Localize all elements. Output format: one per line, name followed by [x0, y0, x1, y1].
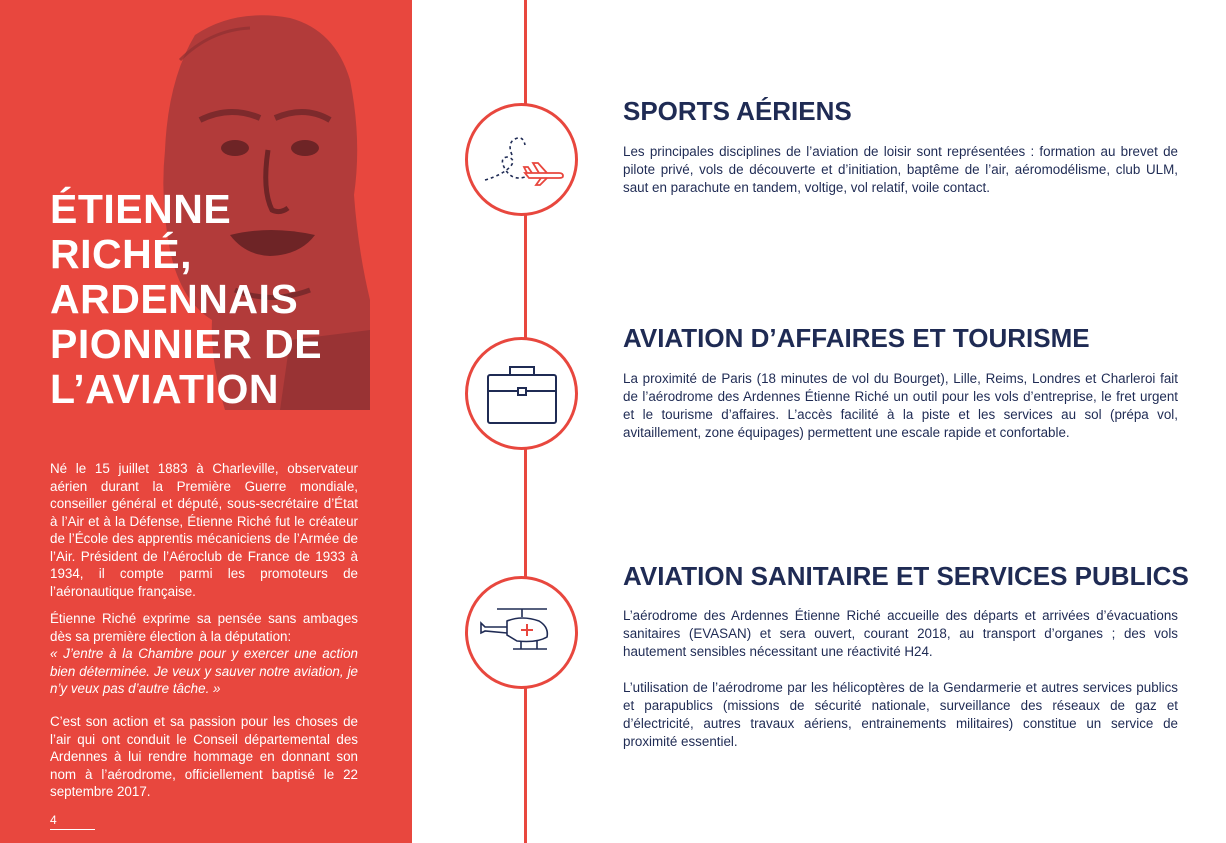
- page-number: 4: [50, 813, 95, 830]
- briefcase-icon: [482, 359, 562, 429]
- section-title-affaires: AVIATION D’AFFAIRES ET TOURISME: [623, 323, 1090, 353]
- section-icon-circle: [465, 576, 578, 689]
- section-text-sports: Les principales disciplines de l’aviation de loisir sont représentées : formation au brevet de pilote privé, vols de découverte et d’initiation, baptême de l’air, aéromodélisme, club ULM, saut en parachute en tandem, voltige, vol relatif, voile contact.: [623, 144, 1178, 195]
- bio-paragraph: [50, 610, 358, 698]
- title-line: RICHÉ,: [50, 231, 192, 277]
- section-title-sports: SPORTS AÉRIENS: [623, 96, 852, 126]
- title-line: ARDENNAIS: [50, 276, 299, 322]
- section-text-affaires: La proximité de Paris (18 minutes de vol du Bourget), Lille, Reims, Londres et Charleroi fait de l’aérodrome des Ardennes Étienne Riché un outil pour les vols d’entreprise, le fret urgent et le tourisme d’affaires. L’accès facilité à la piste et les services au sol (prépa vol, avitaillement, zone équipages) permettent une escale rapide et confortable.: [623, 371, 1178, 440]
- left-panel: [0, 0, 412, 843]
- section-text-sanitaire: L’aérodrome des Ardennes Étienne Riché accueille des départs et arrivées d’évacuations sanitaires (EVASAN) et sera ouvert, courant 2018, au transport d’organes ; des vols hautement sensibles nécessitant une réactivité H24.: [623, 608, 1178, 659]
- title-line: PIONNIER DE: [50, 321, 323, 367]
- section-title-sanitaire: AVIATION SANITAIRE ET SERVICES PUBLICS: [623, 561, 1189, 591]
- plane-flight-path-icon: [477, 125, 567, 195]
- bio-paragraph: Né le 15 juillet 1883 à Charleville, observateur aérien durant la Première Guerre mondiale, conseiller général et député, sous-secrétaire d’État à l’Air et à la Défense, Étienne Riché fut le créateur de l’École des apprentis mécaniciens de l’Armée de l’Air. Président de l’Aéroclub de France de 1933 à 1934, il compte parmi les promoteurs de l’aéronautique française.: [50, 461, 358, 599]
- main-title: [50, 187, 322, 412]
- title-line: ÉTIENNE: [50, 186, 232, 232]
- section-icon-circle: [465, 337, 578, 450]
- bio-paragraph: C’est son action et sa passion pour les choses de l’air qui ont conduit le Conseil départemental des Ardennes à lui rendre hommage en donnant son nom à l’aérodrome, officiellement baptisé le 22 septembre 2017.: [50, 714, 358, 799]
- bio-intro: Étienne Riché exprime sa pensée sans ambages dès sa première élection à la députation:: [50, 611, 358, 644]
- bio-quote: « J’entre à la Chambre pour y exercer une action bien déterminée. Je veux y sauver notre aviation, je n’y veux pas d’autre tâche. »: [50, 646, 358, 696]
- title-line: L’AVIATION: [50, 366, 279, 412]
- medical-helicopter-icon: [477, 603, 567, 663]
- section-icon-circle: [465, 103, 578, 216]
- section-text-sanitaire-2: L’utilisation de l’aérodrome par les hélicoptères de la Gendarmerie et autres services publics et parapublics (missions de sécurité nationale, surveillance des réseaux de gaz et d’électricité, autres travaux aériens, entrainements militaires) constitue un service de proximité essentiel.: [623, 680, 1178, 749]
